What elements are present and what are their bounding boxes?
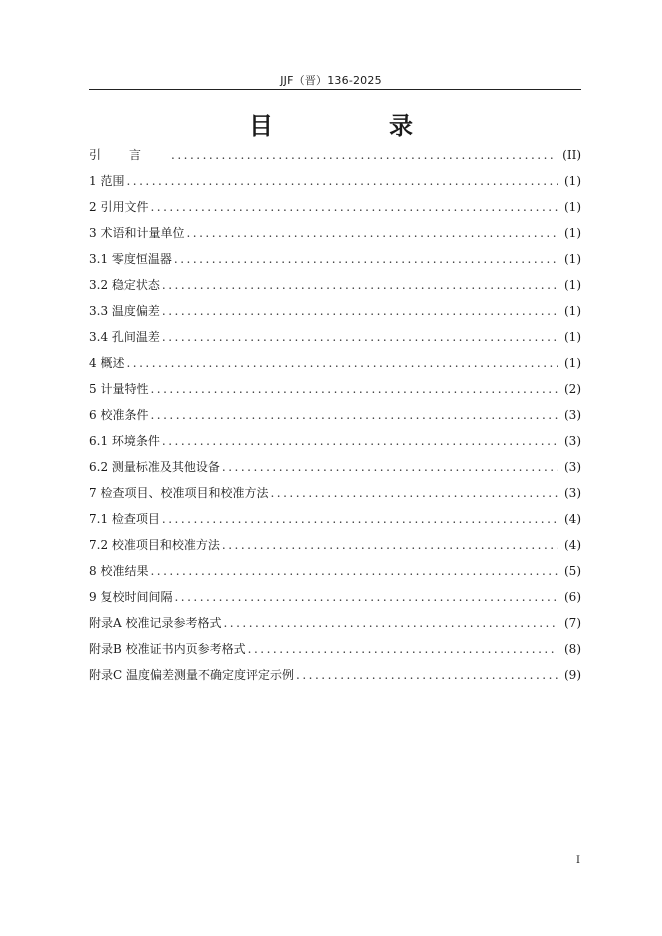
toc-leader-dots — [171, 148, 556, 162]
toc-entry-page: (4) — [564, 512, 581, 526]
toc-leader-dots — [186, 226, 558, 240]
toc-leader-dots — [126, 174, 558, 188]
toc-entry-page: (1) — [564, 304, 581, 318]
toc-entry-page: (9) — [564, 668, 581, 682]
toc-entry[interactable] — [89, 224, 581, 250]
toc-entry-page: (8) — [564, 642, 581, 656]
toc-entry-page: (6) — [564, 590, 581, 604]
page-number: I — [576, 855, 580, 866]
toc-entry-page: (II) — [562, 148, 581, 162]
toc-entry-page: (1) — [564, 174, 581, 188]
toc-leader-dots — [162, 330, 558, 344]
toc-entry[interactable] — [89, 250, 581, 276]
toc-leader-dots — [162, 278, 558, 292]
toc-entry-page: (3) — [564, 408, 581, 422]
toc-leader-dots — [223, 616, 558, 630]
toc-entry-label: 3.3 温度偏差 — [89, 304, 160, 318]
toc-entry-page: (3) — [564, 434, 581, 448]
toc-leader-dots — [162, 434, 558, 448]
toc-entry[interactable] — [89, 302, 581, 328]
toc-entry[interactable] — [89, 484, 581, 510]
toc-entry-page: (2) — [564, 382, 581, 396]
toc-leader-dots — [174, 590, 558, 604]
toc-entry[interactable] — [89, 328, 581, 354]
toc-entry-label: 附录B 校准证书内页参考格式 — [89, 642, 246, 656]
toc-entry-page: (1) — [564, 226, 581, 240]
toc-entry-page: (5) — [564, 564, 581, 578]
toc-entry-label: 4 概述 — [89, 356, 125, 370]
table-of-contents — [89, 146, 581, 692]
toc-entry[interactable] — [89, 276, 581, 302]
toc-entry-page: (1) — [564, 356, 581, 370]
toc-leader-dots — [150, 200, 558, 214]
toc-entry[interactable] — [89, 588, 581, 614]
toc-entry[interactable] — [89, 666, 581, 692]
header-divider — [89, 89, 581, 90]
toc-leader-dots — [150, 382, 558, 396]
toc-leader-dots — [150, 564, 558, 578]
toc-entry-page: (3) — [564, 460, 581, 474]
toc-entry-label: 5 计量特性 — [89, 382, 149, 396]
toc-entry-page: (1) — [564, 200, 581, 214]
toc-entry-label: 7.2 校准项目和校准方法 — [89, 538, 220, 552]
toc-entry-label: 8 校准结果 — [89, 564, 149, 578]
page-header: JJF（晋）136-2025 — [280, 74, 382, 87]
toc-leader-dots — [162, 512, 558, 526]
toc-leader-dots — [222, 460, 558, 474]
toc-leader-dots — [270, 486, 558, 500]
toc-entry[interactable] — [89, 172, 581, 198]
toc-entry-label: 6 校准条件 — [89, 408, 149, 422]
toc-entry[interactable] — [89, 510, 581, 536]
toc-entry-label: 7 检查项目、校准项目和校准方法 — [89, 486, 269, 500]
toc-entry-label: 3.2 稳定状态 — [89, 278, 160, 292]
toc-leader-dots — [162, 304, 558, 318]
toc-leader-dots — [150, 408, 558, 422]
toc-entry[interactable] — [89, 536, 581, 562]
toc-entry-page: (1) — [564, 278, 581, 292]
toc-entry-page: (4) — [564, 538, 581, 552]
toc-entry[interactable] — [89, 614, 581, 640]
toc-entry-label: 9 复校时间间隔 — [89, 590, 173, 604]
toc-entry-label: 3.4 孔间温差 — [89, 330, 160, 344]
toc-entry[interactable] — [89, 380, 581, 406]
toc-entry[interactable] — [89, 640, 581, 666]
toc-entry-page: (1) — [564, 252, 581, 266]
toc-entry-label: 2 引用文件 — [89, 200, 149, 214]
toc-entry-label: 3 术语和计量单位 — [89, 226, 185, 240]
toc-entry-label: 6.2 测量标准及其他设备 — [89, 460, 220, 474]
toc-leader-dots — [174, 252, 558, 266]
toc-entry-label: 引言 — [89, 148, 170, 162]
toc-entry-label: 1 范围 — [89, 174, 125, 188]
toc-entry-page: (1) — [564, 330, 581, 344]
toc-leader-dots — [248, 642, 558, 656]
toc-entry[interactable] — [89, 146, 581, 172]
toc-entry-label: 6.1 环境条件 — [89, 434, 160, 448]
toc-leader-dots — [296, 668, 558, 682]
toc-entry[interactable] — [89, 354, 581, 380]
toc-leader-dots — [222, 538, 558, 552]
toc-entry-label: 附录C 温度偏差测量不确定度评定示例 — [89, 668, 294, 682]
toc-entry[interactable] — [89, 406, 581, 432]
toc-entry[interactable] — [89, 198, 581, 224]
toc-entry-label: 3.1 零度恒温器 — [89, 252, 172, 266]
toc-entry-label: 7.1 检查项目 — [89, 512, 160, 526]
toc-entry-page: (3) — [564, 486, 581, 500]
toc-entry[interactable] — [89, 458, 581, 484]
toc-leader-dots — [126, 356, 558, 370]
toc-entry[interactable] — [89, 432, 581, 458]
toc-title: 目 录 — [249, 112, 459, 140]
toc-entry[interactable] — [89, 562, 581, 588]
toc-entry-page: (7) — [564, 616, 581, 630]
toc-entry-label: 附录A 校准记录参考格式 — [89, 616, 222, 630]
